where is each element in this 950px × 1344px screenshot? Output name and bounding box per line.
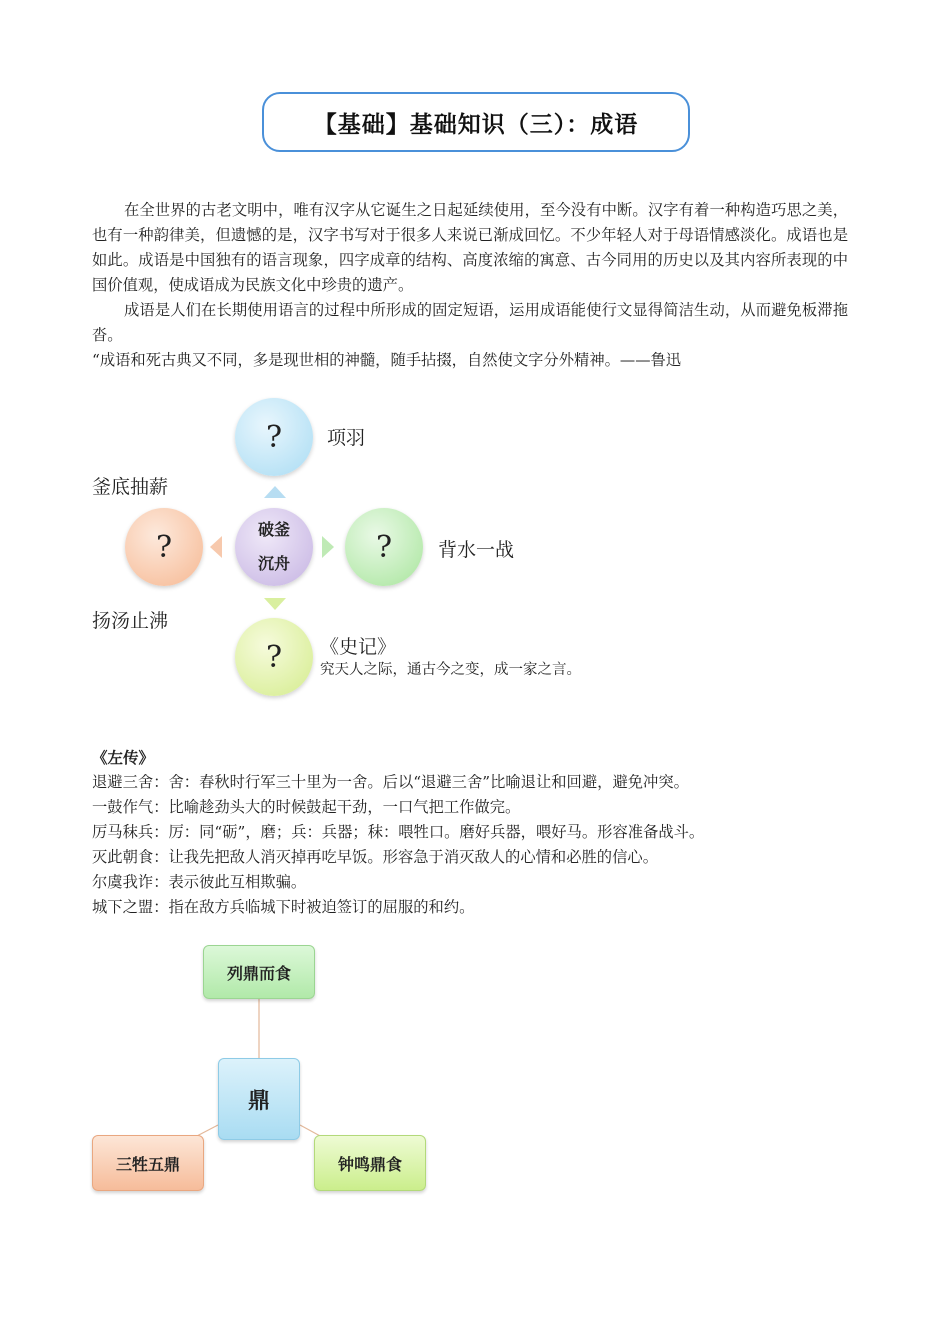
circle-center <box>235 508 313 586</box>
label-shi-ji: 《史记》 <box>320 636 397 658</box>
center-line-2: 沉舟 <box>257 554 290 573</box>
label-shi-ji-quote: 究天人之际，通古今之变，成一家之言。 <box>320 662 581 678</box>
box-zhong-ming-ding-shi: 钟鸣鼎食 <box>314 1135 426 1191</box>
list-item: 尔虞我诈：表示彼此互相欺骗。 <box>92 873 307 891</box>
arrow-up-icon <box>264 486 286 498</box>
label-xiang-yu: 项羽 <box>327 427 366 449</box>
question-mark-bottom: ? <box>265 639 283 675</box>
center-line-1: 破釜 <box>257 520 290 539</box>
intro-paragraph-1: 在全世界的古老文明中，唯有汉字从它诞生之日起延续使用，至今没有中断。汉字有着一种构造巧思之美，也有一种韵律美，但遗憾的是，汉字书写对于很多人来说已渐成回忆。不少年轻人对于母语情感淡化。成语也是如此。成语是中国独有的语言现象，四字成章的结构、高度浓缩的寓意、古今同用的历史以及其内容所表现的中国价值观，使成语成为民族文化中珍贵的遗产。 <box>92 201 848 294</box>
page-title-box <box>262 92 690 152</box>
list-item: 一鼓作气：比喻趁劲头大的时候鼓起干劲，一口气把工作做完。 <box>92 798 521 816</box>
lu-xun-quote: “成语和死古典又不同，多是现世相的神髓，随手拈掇，自然使文字分外精神。——鲁迅 <box>92 351 682 369</box>
question-mark-right: ? <box>375 529 393 565</box>
zuozhuan-idiom-list <box>92 770 704 920</box>
zuozhuan-title: 《左传》 <box>92 748 155 767</box>
arrow-right-icon <box>322 536 334 558</box>
label-fu-di-chou-xin: 釜底抽薪 <box>92 476 169 498</box>
box-san-sheng-wu-ding: 三牲五鼎 <box>92 1135 204 1191</box>
page-title: 【基础】基础知识（三）：成语 <box>313 111 639 138</box>
box-lie-ding-er-shi: 列鼎而食 <box>203 945 315 999</box>
label-bei-shui-yi-zhan: 背水一战 <box>438 539 515 561</box>
intro-paragraph-2: 成语是人们在长期使用语言的过程中所形成的固定短语，运用成语能使行文显得简洁生动，从而避免板滞拖沓。 <box>92 301 848 344</box>
label-yang-tang-zhi-fei: 扬汤止沸 <box>92 610 169 632</box>
question-mark-left: ? <box>155 529 173 565</box>
list-item: 灭此朝食：让我先把敌人消灭掉再吃早饭。形容急于消灭敌人的心情和必胜的信心。 <box>92 848 658 866</box>
list-item: 厉马秣兵：厉：同“砺”，磨；兵：兵器；秣：喂牲口。磨好兵器，喂好马。形容准备战斗。 <box>92 823 705 841</box>
arrow-down-icon <box>264 598 286 610</box>
list-item: 城下之盟：指在敌方兵临城下时被迫签订的屈服的和约。 <box>92 898 475 916</box>
circle-right <box>345 508 423 586</box>
question-mark-top: ? <box>265 419 283 455</box>
circle-left <box>125 508 203 586</box>
list-item: 退避三舍：舍：春秋时行军三十里为一舍。后以“退避三舍”比喻退让和回避，避免冲突。 <box>92 773 689 791</box>
circle-top <box>235 398 313 476</box>
circle-bottom <box>235 618 313 696</box>
box-ding: 鼎 <box>218 1058 300 1140</box>
arrow-left-icon <box>210 536 222 558</box>
